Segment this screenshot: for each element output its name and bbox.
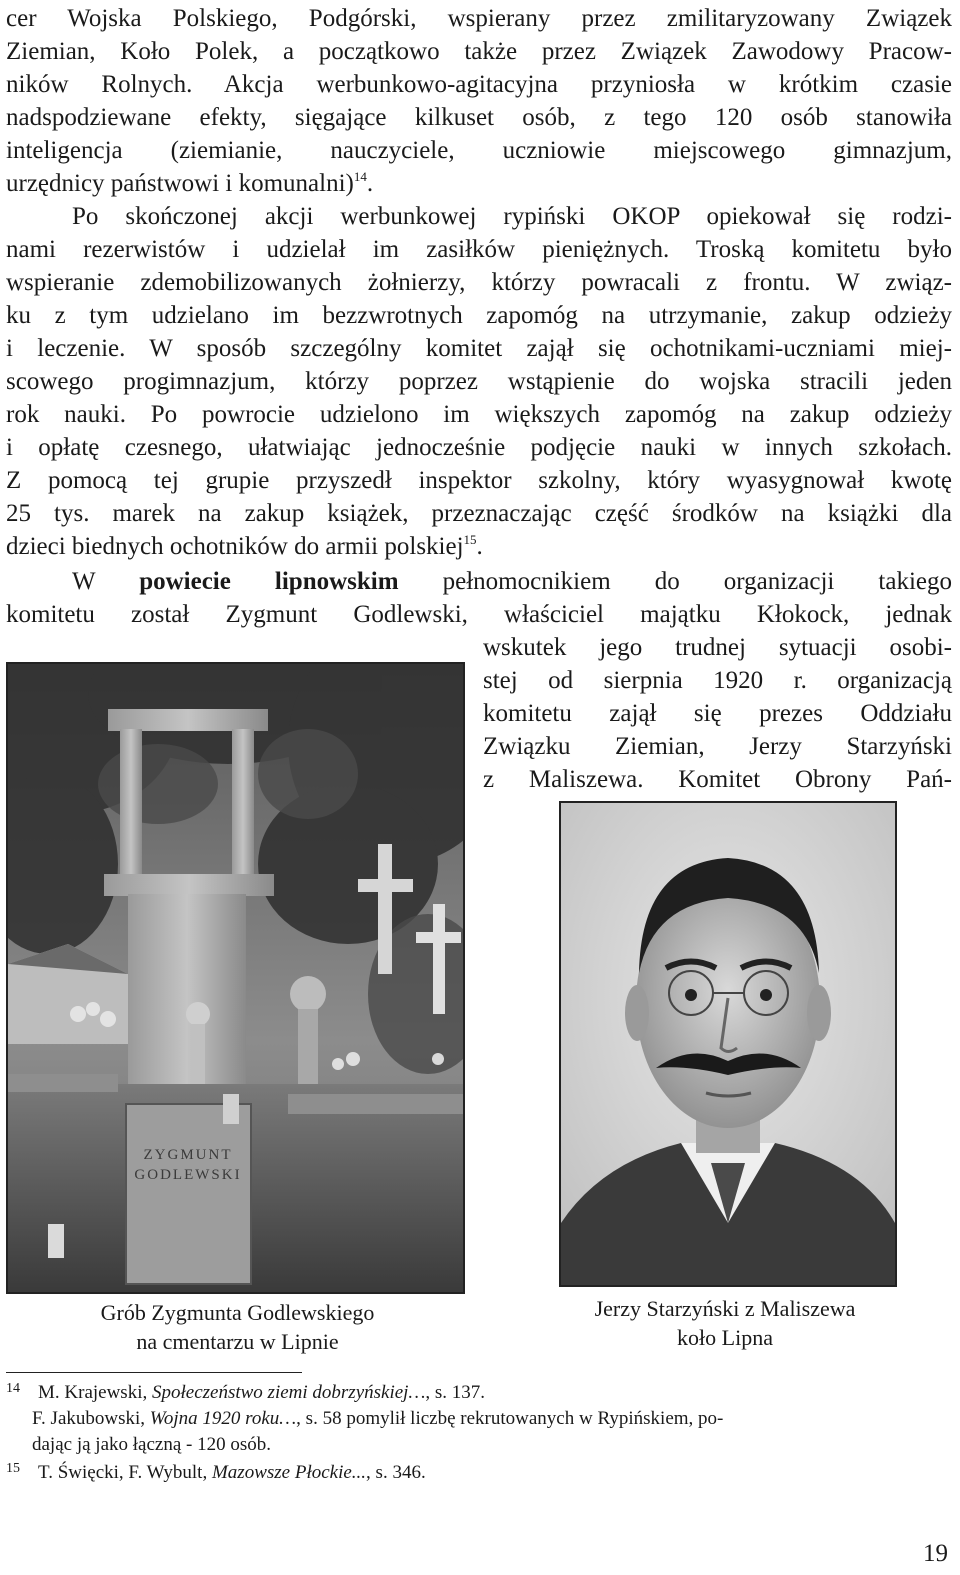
bold-term: powiecie lipnowskim — [139, 568, 399, 595]
footnote-title: Mazowsze Płockie... — [211, 1462, 367, 1483]
footnote-rest: , s. 58 pomylił liczbę rekrutowanych w Rypińskiem, po- — [296, 1408, 724, 1429]
text-line: Związku Ziemian, Jerzy Starzyński — [483, 733, 952, 760]
grave-photo — [6, 662, 465, 1294]
text-fragment: pełnomocnikiem do organizacji takiego — [398, 568, 952, 595]
footnote-line — [6, 1380, 952, 1406]
text-line: komitetu został Zygmunt Godlewski, właściciel majątku Kłokock, jednak — [6, 601, 952, 628]
paragraph-1 — [6, 2, 952, 200]
text-fragment: dzieci biednych ochotników do armii polskiej — [6, 533, 464, 560]
portrait-photo — [559, 801, 897, 1287]
text-line: Po skończonej akcji werbunkowej rypiński OKOP opiekował się rodzi- — [72, 203, 952, 230]
footnote-14 — [6, 1380, 952, 1458]
portrait-illustration — [561, 803, 895, 1285]
grave-inscription-line-2: GODLEWSKI — [134, 1167, 242, 1183]
footnote-line — [6, 1406, 952, 1432]
text-line: scowego progimnazjum, którzy poprzez wstąpienie do wojska stracili jeden — [6, 368, 952, 395]
footnote-rest: , s. 137. — [425, 1382, 485, 1403]
portrait-photo-caption — [500, 1294, 950, 1352]
caption-line: na cmentarzu w Lipnie — [136, 1329, 339, 1354]
text-fragment: W — [72, 568, 140, 595]
text-line-last — [6, 167, 952, 200]
footnote-title: Wojna 1920 roku… — [149, 1408, 297, 1429]
footnote-separator — [6, 1372, 302, 1373]
text-line: wskutek jego trudnej sytuacji osobi- — [483, 634, 952, 661]
punctuation: . — [366, 170, 374, 197]
footnote-line — [6, 1460, 952, 1486]
text-line: stej od sierpnia 1920 r. organizacją — [483, 667, 952, 694]
caption-line: koło Lipna — [677, 1325, 773, 1350]
footnote-line: dając ją jako łączną - 120 osób. — [32, 1434, 271, 1455]
text-line: ku z tym udzielano im bezzwrotnych zapomóg na utrzymanie, zakup odzieży — [6, 302, 952, 329]
text-line: i leczenie. W sposób szczególny komitet zajął się ochotnikami-uczniami miej- — [6, 335, 952, 362]
text-line: wspieranie zdemobilizowanych żołnierzy, którzy powracali z frontu. W związ- — [6, 269, 952, 296]
text-line-last — [6, 530, 952, 563]
footnote-ref-15[interactable]: 15 — [463, 532, 477, 547]
text-line: Z pomocą tej grupie przyszedł inspektor szkolny, który wyasygnował kwotę — [6, 467, 952, 494]
text-line — [6, 565, 952, 598]
footnote-15 — [6, 1460, 952, 1486]
grave-photo-caption — [20, 1298, 455, 1356]
text-line: inteligencja (ziemianie, nauczyciele, uczniowie miejscowego gimnazjum, — [6, 137, 952, 164]
text-line: Ziemian, Koło Polek, a początkowo także przez Związek Zawodowy Pracow- — [6, 38, 952, 65]
paragraph-2 — [6, 200, 952, 563]
caption-line: Jerzy Starzyński z Maliszewa — [594, 1296, 856, 1321]
paragraph-3 — [6, 565, 952, 631]
caption-line: Grób Zygmunta Godlewskiego — [100, 1300, 375, 1325]
footnote-rest: , s. 346. — [366, 1462, 426, 1483]
footnote-number: 14 — [6, 1381, 20, 1396]
text-line: 25 tys. marek na zakup książek, przeznaczając część środków na książki dla — [6, 500, 952, 527]
text-line: nadspodziewane efekty, sięgające kilkuset osób, z tego 120 osób stanowiła — [6, 104, 952, 131]
footnote-author: M. Krajewski, — [38, 1382, 152, 1403]
text-line: komitetu zajął się prezes Oddziału — [483, 700, 952, 727]
footnote-number: 15 — [6, 1461, 20, 1476]
grave-inscription-line-1: ZYGMUNT — [143, 1147, 233, 1163]
text-line: ników Rolnych. Akcja werbunkowo-agitacyjna przyniosła w krótkim czasie — [6, 71, 952, 98]
text-line: i opłatę czesnego, ułatwiając jednocześnie podjęcie nauki w innych szkołach. — [6, 434, 952, 461]
text-line: z Maliszewa. Komitet Obrony Pań- — [483, 766, 952, 793]
text-fragment: urzędnicy państwowi i komunalni) — [6, 170, 354, 197]
paragraph-3-side-column — [483, 631, 952, 796]
footnote-author: T. Święcki, F. Wybult, — [38, 1462, 212, 1483]
footnote-author: F. Jakubowski, — [32, 1408, 150, 1429]
footnote-ref-14[interactable]: 14 — [353, 169, 367, 184]
text-line: rok nauki. Po powrocie udzielono im większych zapomóg na zakup odzieży — [6, 401, 952, 428]
punctuation: . — [476, 533, 483, 560]
page-number: 19 — [923, 1540, 948, 1567]
cemetery-illustration — [8, 664, 463, 1292]
text-line: cer Wojska Polskiego, Podgórski, wspierany przez zmilitaryzowany Związek — [6, 5, 952, 32]
text-line: nami rezerwistów i udzielał im zasiłków pieniężnych. Troską komitetu było — [6, 236, 952, 263]
footnote-title: Społeczeństwo ziemi dobrzyńskiej… — [151, 1382, 426, 1403]
